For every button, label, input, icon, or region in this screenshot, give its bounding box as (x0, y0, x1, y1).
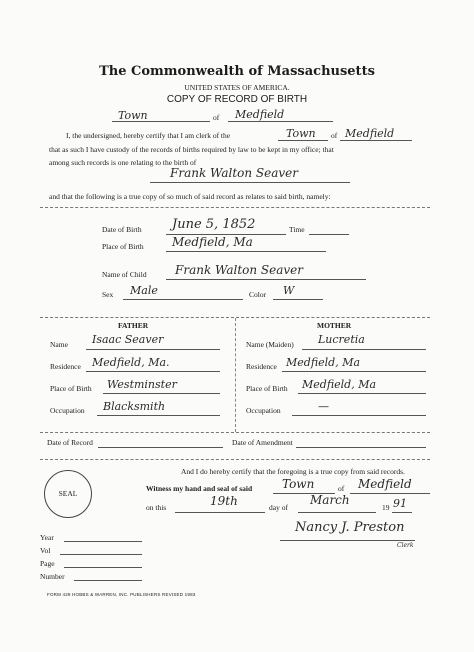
sex-value: Male (130, 284, 158, 297)
mother-residence-line (282, 371, 426, 372)
child-name-line (166, 279, 366, 280)
mother-birthplace-label: Place of Birth (246, 384, 288, 393)
mother-birthplace-value: Medfield, Ma (302, 378, 377, 391)
header-town-word-line (112, 121, 210, 122)
father-residence-line (86, 371, 220, 372)
section-divider-top (40, 207, 430, 208)
attest-month-value: March (310, 493, 350, 507)
vol-label: Vol (40, 546, 51, 555)
number-line (74, 580, 142, 581)
mother-name-value: Lucretia (318, 333, 365, 346)
father-name-label: Name (50, 340, 68, 349)
father-birthplace-label: Place of Birth (50, 384, 92, 393)
page-label: Page (40, 559, 55, 568)
year-line (64, 541, 142, 542)
vol-line (60, 554, 142, 555)
place-of-birth-value: Medfield, Ma (172, 235, 253, 249)
country-line: UNITED STATES OF AMERICA. (184, 83, 290, 92)
year-label: Year (40, 533, 54, 542)
clerk-label: Clerk (397, 542, 414, 549)
attest-town-name: Medfield (358, 477, 412, 491)
subject-name: Frank Walton Seaver (170, 166, 298, 180)
certify-town-word-line (278, 140, 328, 141)
attest-of-word: of (338, 484, 345, 493)
date-of-record-line (98, 447, 223, 448)
section-divider-record (40, 432, 430, 433)
place-of-birth-label: Place of Birth (102, 242, 144, 251)
certify-line-2: that as such I have custody of the records of births required by law to be kept in my office; that (49, 145, 334, 154)
father-occupation-line (97, 415, 220, 416)
attest-day-line (175, 512, 265, 513)
color-value: W (283, 284, 295, 297)
certify-town-name-line (340, 140, 412, 141)
attest-year-value: 91 (393, 497, 407, 510)
date-of-amendment-line (296, 447, 426, 448)
father-birthplace-line (103, 393, 220, 394)
color-line (273, 299, 323, 300)
attest-day-value: 19th (210, 494, 238, 508)
time-line (309, 234, 349, 235)
page-line (64, 567, 142, 568)
date-of-birth-value: June 5, 1852 (172, 217, 256, 232)
header-town-name: Medfield (235, 108, 285, 121)
clerk-signature: Nancy J. Preston (295, 520, 405, 535)
date-of-birth-label: Date of Birth (102, 225, 142, 234)
seal-label: SEAL (58, 489, 78, 498)
father-name-value: Isaac Seaver (92, 333, 164, 346)
section-divider-attest (40, 459, 430, 460)
father-birthplace-value: Westminster (107, 378, 177, 391)
mother-occupation-line (292, 415, 426, 416)
certify-line-4: and that the following is a true copy of so much of said record as relates to said birth, namely: (49, 192, 331, 201)
certify-town-name: Medfield (345, 127, 395, 140)
header-of-word: of (213, 113, 220, 122)
attest-on-this: on this (146, 503, 167, 512)
header-town-name-line (228, 121, 333, 122)
place-of-birth-line (166, 251, 326, 252)
date-of-record-label: Date of Record (47, 438, 93, 447)
certify-town-word: Town (286, 127, 316, 140)
mother-residence-label: Residence (246, 362, 277, 371)
number-label: Number (40, 572, 65, 581)
publisher-footer: FORM 429 HOBBS & WARREN, INC. PUBLISHERS REVISED 1983 (47, 592, 196, 597)
mother-birthplace-line (298, 393, 426, 394)
father-name-line (86, 349, 220, 350)
sex-line (123, 299, 243, 300)
attest-line-1: And I do hereby certify that the foregoing is a true copy from said records. (181, 467, 405, 476)
mother-occupation-value: — (318, 400, 329, 413)
subject-name-line (150, 182, 350, 183)
attest-town-name-line (350, 493, 430, 494)
date-of-amendment-label: Date of Amendment (232, 438, 293, 447)
father-residence-value: Medfield, Ma. (92, 356, 170, 369)
attest-year-prefix: 19 (382, 503, 390, 512)
attest-month-line (298, 512, 376, 513)
child-name-label: Name of Child (102, 270, 147, 279)
time-label: Time (289, 225, 305, 234)
child-name-value: Frank Walton Seaver (175, 263, 303, 277)
document-title: COPY OF RECORD OF BIRTH (166, 94, 308, 105)
attest-town-word: Town (282, 477, 315, 491)
header-town-word: Town (118, 109, 148, 122)
certify-line-3: among such records is one relating to the birth of (49, 158, 197, 167)
color-label: Color (249, 290, 267, 299)
mother-occupation-label: Occupation (246, 406, 281, 415)
mother-residence-value: Medfield, Ma (286, 356, 361, 369)
certify-of-word: of (331, 131, 338, 140)
mother-name-label: Name (Maiden) (246, 340, 294, 349)
father-residence-label: Residence (50, 362, 81, 371)
father-occupation-value: Blacksmith (103, 400, 166, 413)
signature-line (280, 540, 415, 541)
sex-label: Sex (102, 290, 114, 299)
father-occupation-label: Occupation (50, 406, 85, 415)
certify-line-1: I, the undersigned, hereby certify that I am clerk of the (66, 131, 231, 140)
commonwealth-heading: The Commonwealth of Massachusetts (99, 64, 375, 79)
mother-heading: MOTHER (317, 321, 352, 330)
attest-day-of: day of (269, 503, 288, 512)
father-heading: FATHER (118, 321, 149, 330)
attest-year-line (392, 512, 412, 513)
mother-name-line (302, 349, 426, 350)
attest-witness-text: Witness my hand and seal of said (146, 484, 253, 493)
parents-divider (235, 318, 236, 432)
